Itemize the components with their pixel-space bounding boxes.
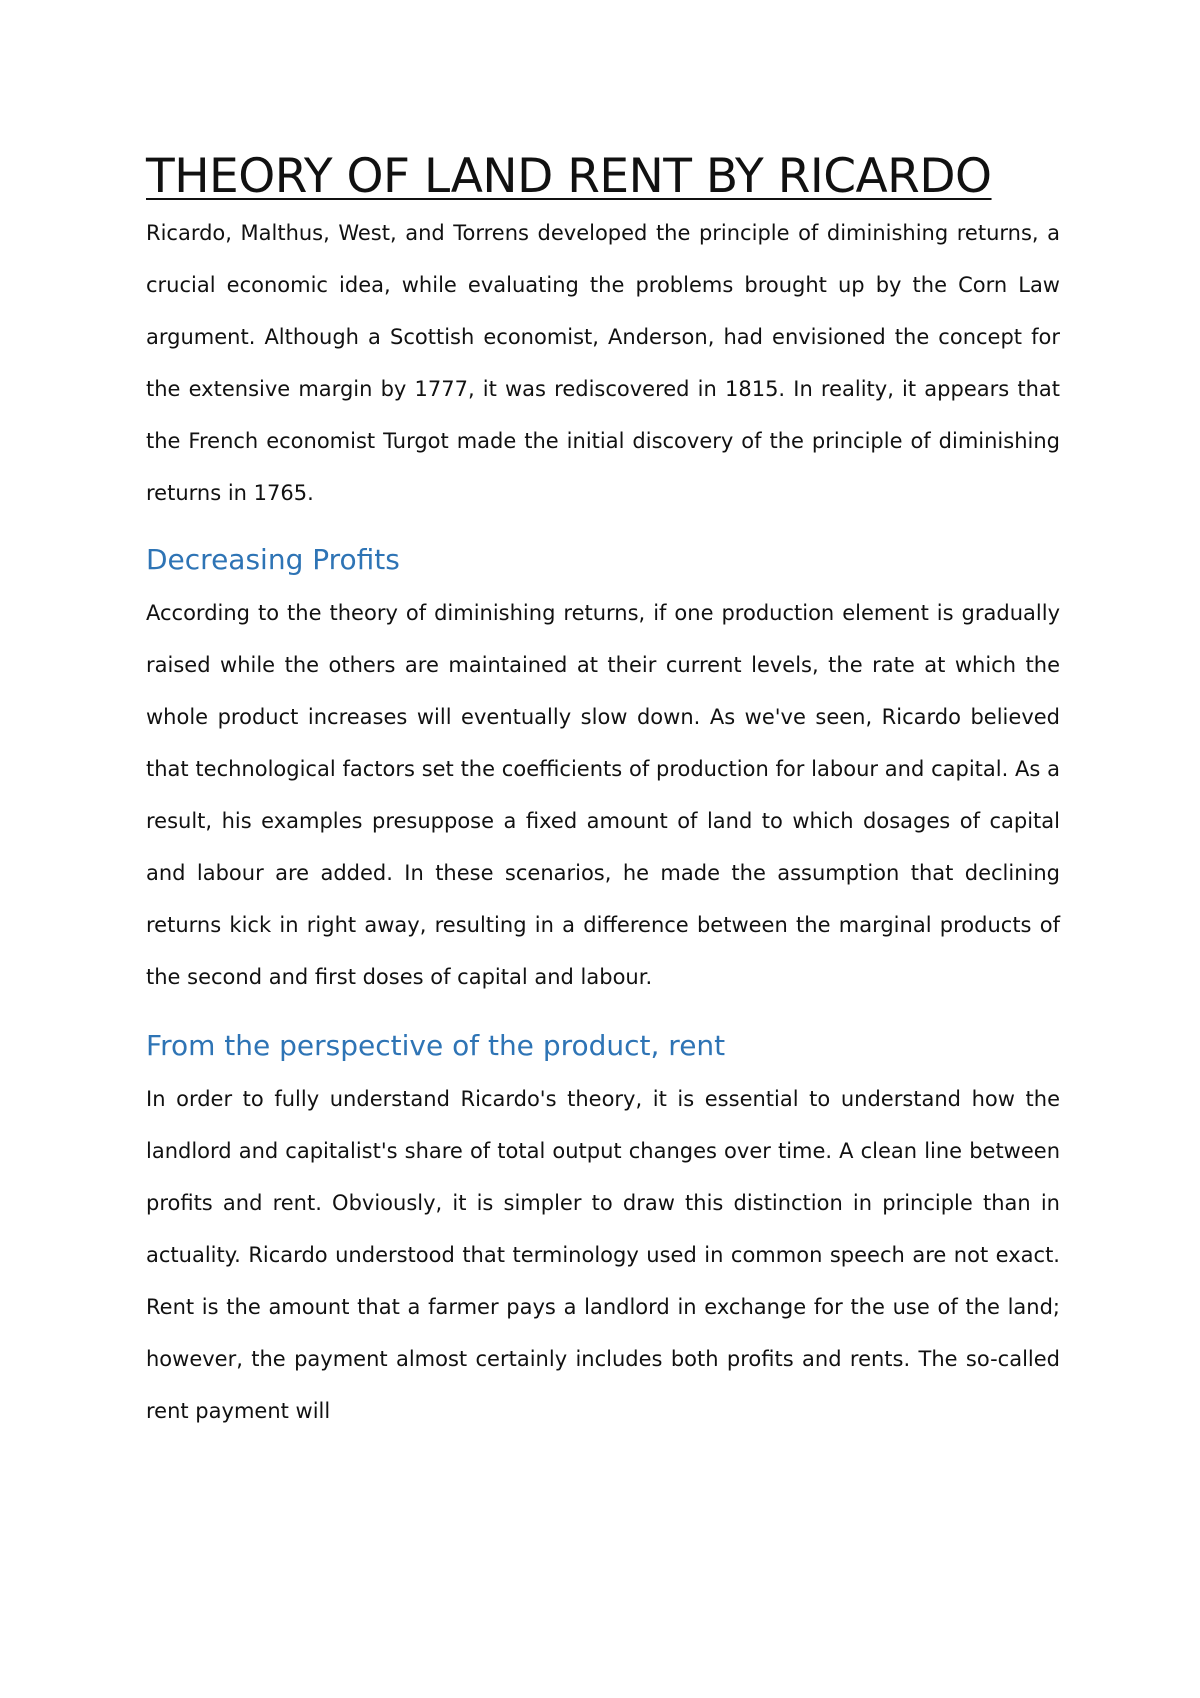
section-heading-rent-product: From the perspective of the product, rent: [146, 1029, 726, 1062]
document-page: [146, 148, 1060, 1437]
intro-paragraph: Ricardo, Malthus, West, and Torrens developed the principle of diminishing returns, a crucial economic idea, while evaluating the problems brought up by the Corn Law argument. Although a Scottish economist, Anderson, had envisioned the concept for the extensive margin by 1777, it was rediscovered in 1815. In reality, it appears that the French economist Turgot made the initial discovery of the principle of diminishing returns in 1765.: [146, 221, 1060, 505]
section-heading-decreasing-profits: Decreasing Profits: [146, 543, 400, 576]
section-paragraph-decreasing-profits: According to the theory of diminishing returns, if one production element is gradually raised while the others are maintained at their current levels, the rate at which the whole product increases will eventually slow down. As we've seen, Ricardo believed that technological factors set the coefficients of production for labour and capital. As a result, his examples presuppose a fixed amount of land to which dosages of capital and labour are added. In these scenarios, he made the assumption that declining returns kick in right away, resulting in a difference between the marginal products of the second and first doses of capital and labour.: [146, 601, 1060, 989]
section-paragraph-rent-product: In order to fully understand Ricardo's theory, it is essential to understand how the landlord and capitalist's share of total output changes over time. A clean line between profits and rent. Obviously, it is simpler to draw this distinction in principle than in actuality. Ricardo understood that terminology used in common speech are not exact. Rent is the amount that a farmer pays a landlord in exchange for the use of the land; however, the payment almost certainly includes both profits and rents. The so-called rent payment will: [146, 1087, 1060, 1423]
page-title: THEORY OF LAND RENT BY RICARDO: [146, 149, 992, 204]
